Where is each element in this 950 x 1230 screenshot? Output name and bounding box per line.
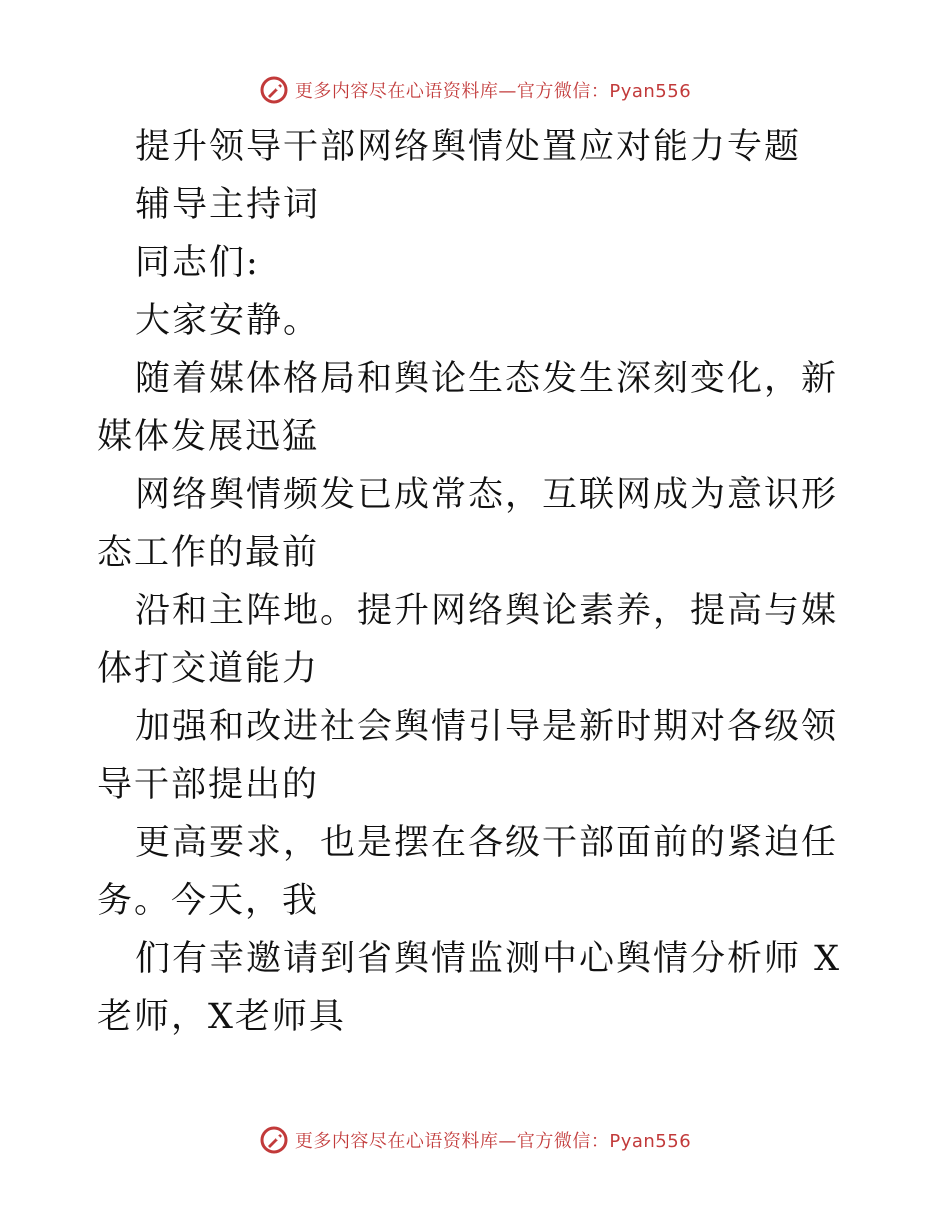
watermark-text: 更多内容尽在心语资料库—官方微信：Pyan556 bbox=[294, 1131, 692, 1152]
quill-logo-icon bbox=[259, 75, 289, 105]
paragraph-subtitle: 辅导主持词 bbox=[135, 185, 321, 225]
document-body bbox=[97, 118, 857, 1046]
paragraph: 沿和主阵地。提升网络舆论素养，提高与媒体打交道能力 bbox=[97, 591, 839, 689]
header-watermark bbox=[0, 72, 950, 108]
watermark-text: 更多内容尽在心语资料库—官方微信：Pyan556 bbox=[294, 81, 692, 102]
quill-logo-icon bbox=[259, 1125, 289, 1155]
paragraph: 们有幸邀请到省舆情监测中心舆情分析师 X老师，X老师具 bbox=[97, 939, 842, 1037]
paragraph-title: 提升领导干部网络舆情处置应对能力专题 bbox=[135, 127, 802, 167]
paragraph: 随着媒体格局和舆论生态发生深刻变化，新媒体发展迅猛 bbox=[97, 359, 839, 457]
paragraph: 网络舆情频发已成常态，互联网成为意识形态工作的最前 bbox=[97, 475, 839, 573]
paragraph-salutation: 同志们: bbox=[135, 243, 260, 283]
paragraph: 更高要求，也是摆在各级干部面前的紧迫任务。今天，我 bbox=[97, 823, 839, 921]
paragraph: 大家安静。 bbox=[135, 301, 321, 341]
footer-watermark bbox=[0, 1122, 950, 1158]
paragraph: 加强和改进社会舆情引导是新时期对各级领导干部提出的 bbox=[97, 707, 839, 805]
